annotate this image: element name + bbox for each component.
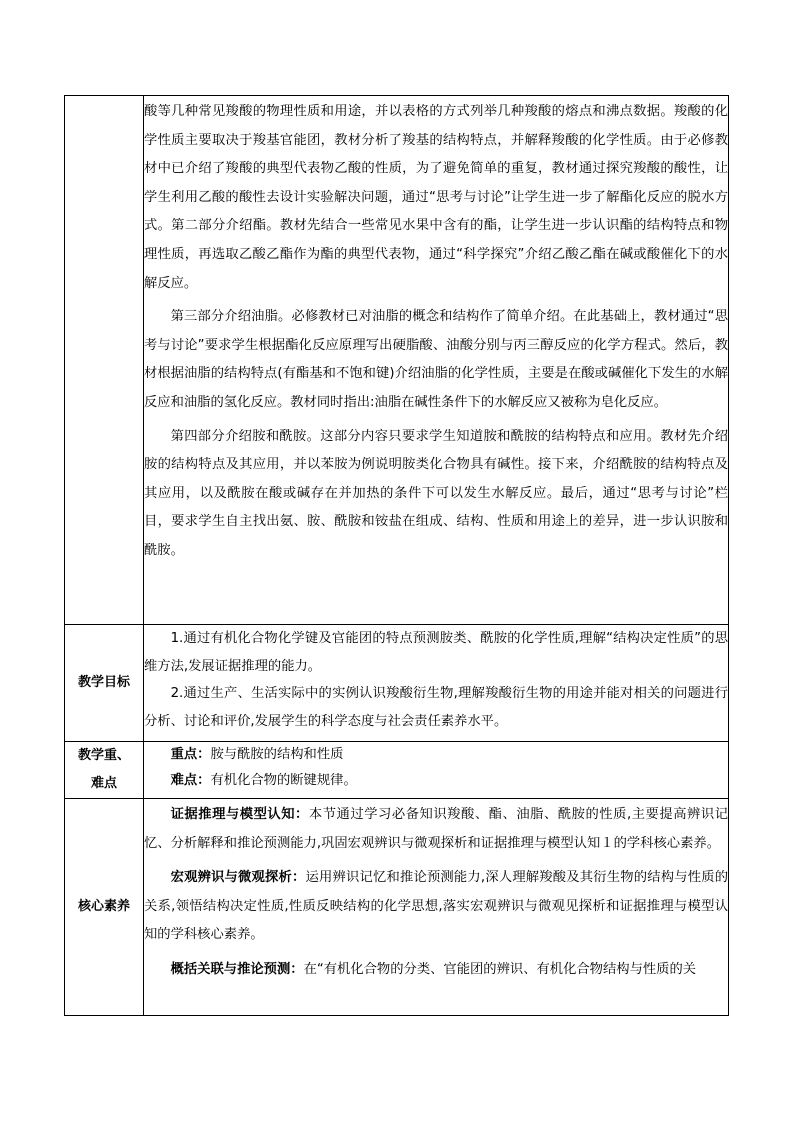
key-point-lead: 重点： bbox=[170, 747, 211, 762]
core-item-1 bbox=[144, 801, 728, 858]
key-difficult-label-line1: 教学重、 bbox=[77, 748, 130, 763]
intro-paragraph-1: 酸等几种常见羧酸的物理性质和用途，并以表格的方式列举几种羧酸的熔点和沸点数据。羧酸的化学性质主要取决于羧基官能团，教材分析了羧基的结构特点，并解释羧酸的化学性质。由于必修教材中已介绍了羧酸的典型代表物乙酸的性质，为了避免简单的重复，教材通过探究羧酸的酸性，让学生利用乙酸的酸性去设计实验解决问题，通过“思考与讨论”让学生进一步了解酯化反应的脱水方式。第二部分介绍酯。教材先结合一些常见水果中含有的酯，让学生进一步认识酯的结构特点和物理性质，再选取乙酸乙酯作为酯的典型代表物，通过“科学探究”介绍乙酸乙酯在碱或酸催化下的水解反应。 bbox=[144, 104, 728, 291]
key-difficult-label bbox=[65, 742, 144, 799]
core-item-2-text: 运用辨识记忆和推论预测能力,深人理解羧酸及其衍生物的结构与性质的关系,领悟结构决定性质,性质反映结构的化学思想,落实宏观辨识与微观见探析和证据推理与模型认知的学科核心素养。 bbox=[144, 870, 728, 943]
core-item-3 bbox=[144, 956, 728, 985]
core-literacy-cell bbox=[144, 799, 729, 1016]
core-item-3-lead: 概括关联与推论预测： bbox=[170, 961, 304, 977]
key-difficult-cell bbox=[144, 742, 729, 799]
row-teaching-goals bbox=[65, 625, 729, 742]
row-textbook-analysis bbox=[65, 96, 729, 625]
core-item-2-lead: 宏观辨识与微观探析： bbox=[170, 870, 306, 886]
intro-paragraph-2: 第三部分介绍油脂。必修教材已对油脂的概念和结构作了简单介绍。在此基础上，教材通过“思考与讨论”要求学生根据酯化反应原理写出硬脂酸、油酸分别与丙三醇反应的化学方程式。然后，教材根据油脂的结构特点(有酯基和不饱和键)介绍油脂的化学性质，主要是在酸或碱催化下发生的水解反应和油脂的氢化反应。教材同时指出:油脂在碱性条件下的水解反应又被称为皂化反应。 bbox=[144, 309, 728, 410]
core-item-1-lead: 证据推理与模型认知： bbox=[170, 807, 309, 822]
core-item-2 bbox=[144, 864, 728, 950]
difficult-point-lead: 难点： bbox=[170, 773, 211, 788]
difficult-point-text: 有机化合物的断键规律。 bbox=[210, 773, 357, 788]
core-literacy-label: 核心素养 bbox=[65, 799, 144, 1016]
textbook-analysis-cell bbox=[144, 96, 729, 625]
key-point bbox=[144, 742, 728, 768]
row-label-empty bbox=[65, 96, 144, 625]
row-key-difficult-points bbox=[65, 742, 729, 799]
teaching-goals-cell bbox=[144, 625, 729, 742]
goal-item-2: 2.通过生产、生活实际中的实例认识羧酸衍生物,理解羧酸衍生物的用途并能对相关的问题进行分析、讨论和评价,发展学生的科学态度与社会责任素养水平。 bbox=[144, 686, 728, 729]
difficult-point bbox=[144, 768, 728, 794]
goal-item-1: 1.通过有机化合物化学键及官能团的特点预测胺类、酰胺的化学性质,理解“结构决定性质”的思维方法,发展证据推理的能力。 bbox=[144, 631, 728, 674]
key-point-text: 胺与酰胺的结构和性质 bbox=[210, 747, 344, 762]
core-item-3-text: 在“有机化合物的分类、官能团的辨识、有机化合物结构与性质的关 bbox=[303, 961, 697, 977]
core-item-1-text: 本节通过学习必备知识羧酸、酯、油脂、酰胺的性质,主要提高辨识记忆、分析解释和推论预测能力,巩固宏观辨识与微观探析和证据推理与模型认知１的学科核心素养。 bbox=[144, 807, 728, 851]
key-difficult-label-line2: 难点 bbox=[90, 776, 117, 791]
intro-paragraph-3: 第四部分介绍胺和酰胺。这部分内容只要求学生知道胺和酰胺的结构特点和应用。教材先介绍胺的结构特点及其应用，并以苯胺为例说明胺类化合物具有碱性。接下来，介绍酰胺的结构特点及其应用，以及酰胺在酸或碱存在并加热的条件下可以发生水解反应。最后，通过“思考与讨论”栏目，要求学生自主找出氨、胺、酰胺和铵盐在组成、结构、性质和用途上的差异，进一步认识胺和酰胺。 bbox=[144, 428, 728, 558]
row-core-literacy bbox=[65, 799, 729, 1016]
teaching-goals-label: 教学目标 bbox=[65, 625, 144, 742]
lesson-plan-table bbox=[64, 95, 729, 1016]
